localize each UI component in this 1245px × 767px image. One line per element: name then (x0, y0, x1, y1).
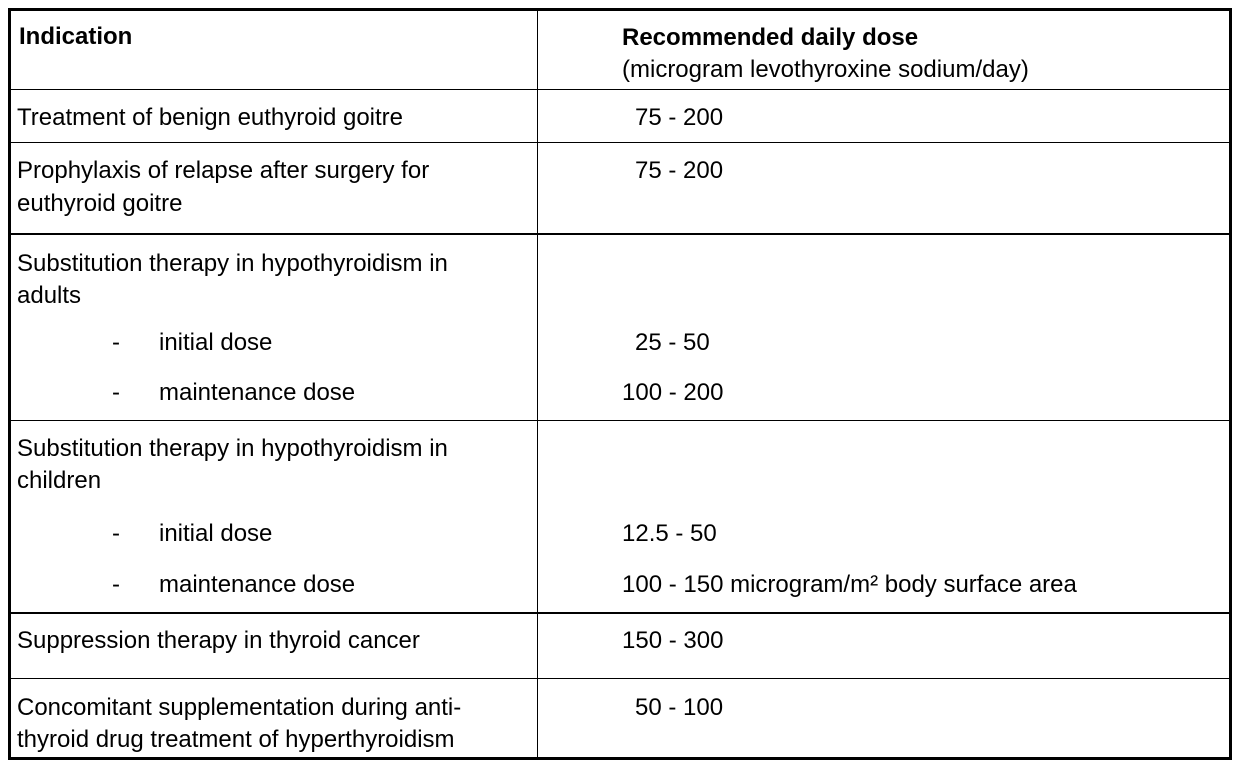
row-divider (11, 678, 1229, 679)
row-divider (11, 233, 1229, 235)
sub-dose: 100 - 150 microgram/m² body surface area (622, 571, 1077, 598)
sub-dose: 25 - 50 (635, 329, 710, 356)
row-indication-line1: Substitution therapy in hypothyroidism in (17, 250, 448, 277)
column-divider (537, 11, 538, 757)
sub-dose: 12.5 - 50 (622, 520, 717, 547)
row-indication: Treatment of benign euthyroid goitre (17, 104, 404, 131)
row-divider (11, 612, 1229, 614)
row-dose: 150 - 300 (622, 627, 724, 654)
row-indication-line1: Concomitant supplementation during anti- (17, 694, 462, 721)
row-dose: 50 - 100 (635, 694, 724, 721)
sub-dash: - (112, 520, 120, 547)
row-divider (11, 420, 1229, 421)
sub-label: maintenance dose (159, 379, 356, 406)
sub-label: maintenance dose (159, 571, 356, 598)
row-indication-line2: euthyroid goitre (17, 190, 183, 217)
sub-dose: 100 - 200 (622, 379, 724, 406)
row-indication-line1: Prophylaxis of relapse after surgery for (17, 157, 430, 184)
header-indication: Indication (19, 23, 133, 50)
row-dose: 75 - 200 (635, 157, 724, 184)
sub-dash: - (112, 571, 120, 598)
dosage-table (8, 8, 1232, 760)
row-indication-line2: adults (17, 282, 82, 309)
row-divider (11, 142, 1229, 143)
row-indication-line1: Substitution therapy in hypothyroidism in (17, 435, 448, 462)
row-dose: 75 - 200 (635, 104, 724, 131)
sub-label: initial dose (159, 520, 273, 547)
header-dose-title: Recommended daily dose (622, 24, 919, 51)
row-indication: Suppression therapy in thyroid cancer (17, 627, 420, 654)
row-divider (11, 89, 1229, 90)
header-dose-unit: (microgram levothyroxine sodium/day) (622, 56, 1029, 83)
sub-dash: - (112, 329, 120, 356)
sub-label: initial dose (159, 329, 273, 356)
row-indication-line2: children (17, 467, 102, 494)
row-indication-line2: thyroid drug treatment of hyperthyroidism (17, 726, 455, 753)
sub-dash: - (112, 379, 120, 406)
